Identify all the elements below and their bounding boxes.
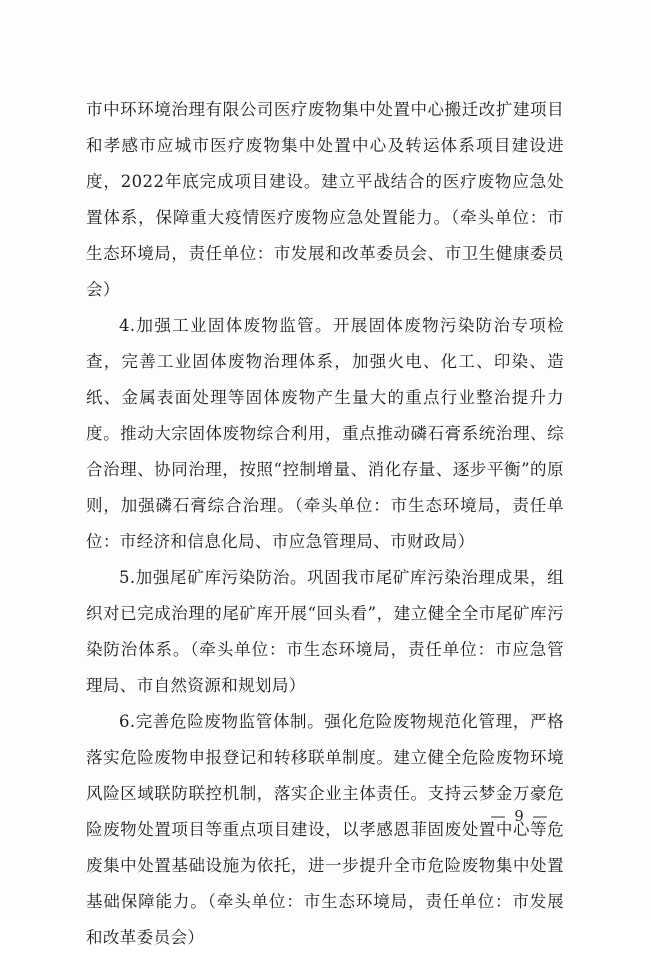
page-number: — 9 — [490,807,550,825]
paragraph-continuation: 市中环环境治理有限公司医疗废物集中处置中心搬迁改扩建项目和孝感市应城市医疗废物集中处置中心及转运体系项目建设进度，2022年底完成项目建设。建立平战结合的医疗废物应急处置体系，保障重大疫情医疗废物应急处置能力。（牵头单位：市生态环境局，责任单位：市发展和改革委员会、市卫生健康委员会） [86,100,564,299]
page-footer [0,806,650,825]
paragraph-item-4: 4.加强工业固体废物监管。开展固体废物污染防治专项检查，完善工业固体废物治理体系，加强火电、化工、印染、造纸、金属表面处理等固体废物产生量大的重点行业整治提升力度。推动大宗固体废物综合利用，重点推动磷石膏系统治理、综合治理、协同治理，按照“控制增量、消化存量、逐步平衡”的原则，加强磷石膏综合治理。（牵头单位：市生态环境局，责任单位：市经济和信息化局、市应急管理局、市财政局） [86,316,564,551]
paragraph-item-6: 6.完善危险废物监管体制。强化危险废物规范化管理，严格落实危险废物申报登记和转移联单制度。建立健全危险废物环境风险区域联防联控机制，落实企业主体责任。支持云梦金万豪危险废物处置项目等重点项目建设，以孝感恩菲固废处置中心等危废集中处置基础设施为依托，进一步提升全市危险废物集中处置基础保障能力。（牵头单位：市生态环境局，责任单位：市发展和改革委员会） [86,712,564,947]
document-body [86,92,564,956]
paragraph-item-5: 5.加强尾矿库污染防治。巩固我市尾矿库污染治理成果，组织对已完成治理的尾矿库开展“回头看”，建立健全全市尾矿库污染防治体系。（牵头单位：市生态环境局，责任单位：市应急管理局、市自然资源和规划局） [86,568,564,695]
